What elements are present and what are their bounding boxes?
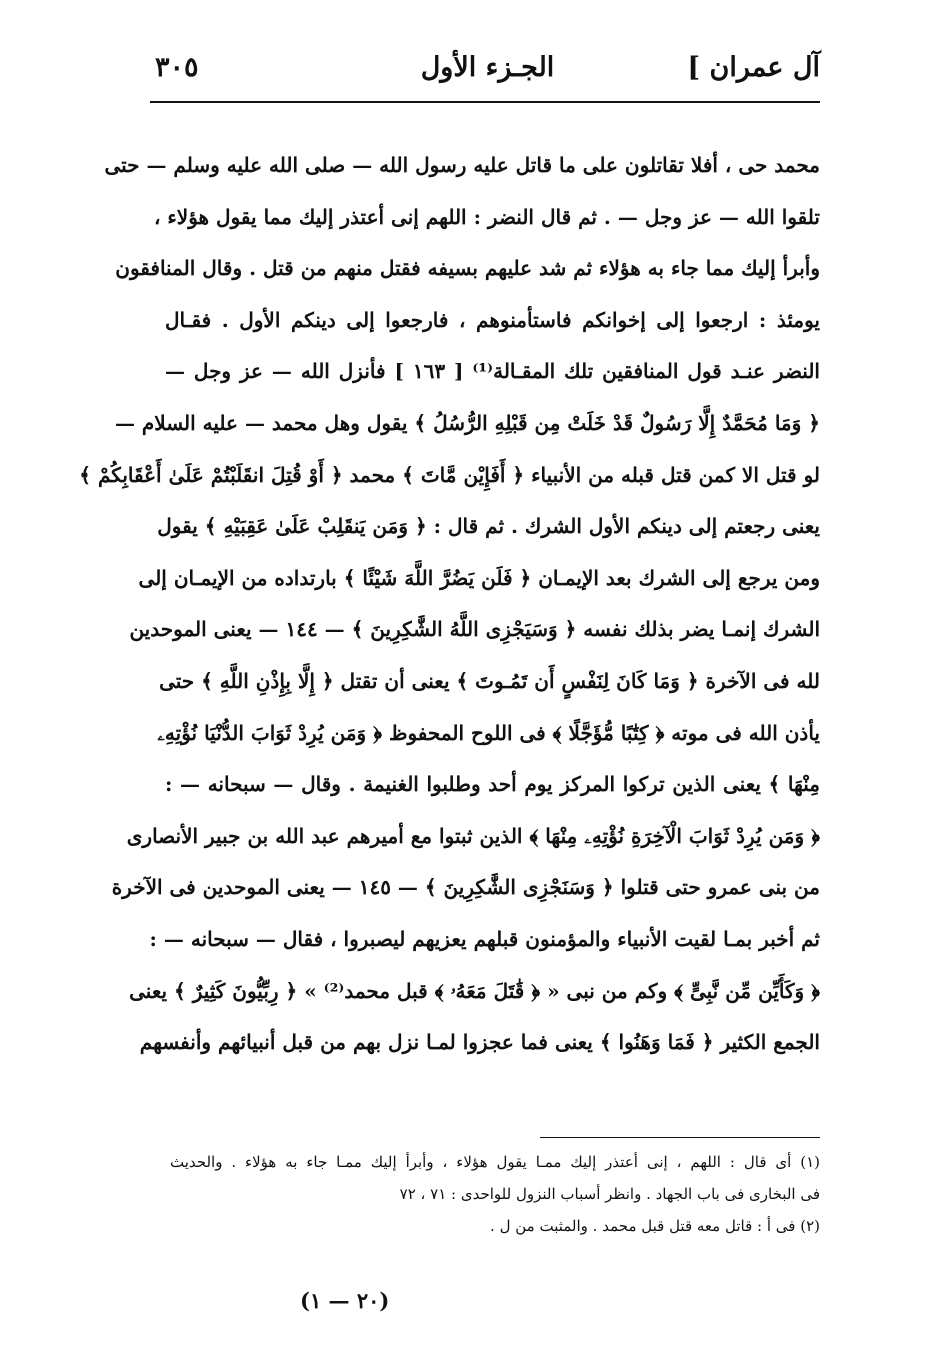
footnote-rule [540, 1137, 820, 1138]
text-line: ﴿ وَمَا مُحَمَّدٌ إِلَّا رَسُولٌ قَدْ خَلَتْ مِن قَبْلِهِ الرُّسُلُ ﴾ يقول وهل محمد — عليه السلام — [114, 410, 820, 435]
text-line: لو قتل الا كمن قتل قبله من الأنبياء ﴿ أَفَإِيْن مَّاتَ ﴾ محمد ﴿ أَوْ قُتِلَ انقَلَبْتُمْ عَلَىٰ أَعْقَابِكُمْ ﴾ [79, 462, 820, 487]
text-line: ﴿ وَمَن يُرِدْ ثَوَابَ الْآخِرَةِ نُؤْتِهِۦ مِنْهَا ﴾ الذين ثبتوا مع أميرهم عبد الله بن جبير الأنصارى [126, 823, 820, 848]
page-number: ٣٠٥ [155, 52, 199, 83]
text-line: ثم أخبر بمـا لقيت الأنبياء والمؤمنون قبلهم يعزيهم ليصبروا ، فقال — سبحانه — : [149, 926, 820, 951]
text-line: يعنى رجعتم إلى دينكم الأول الشرك . ثم قال : ﴿ وَمَن يَنقَلِبْ عَلَىٰ عَقِبَيْهِ ﴾ يقول [157, 514, 820, 539]
page-header [155, 48, 820, 96]
header-rule [150, 101, 820, 103]
part-title: الجـزء الأول [420, 52, 555, 83]
text-line: تلقوا الله — عز وجل — . ثم قال النضر : اللهم إنى أعتذر إليك مما يقول هؤلاء ، [153, 204, 820, 229]
text-line: النضر عنـد قول المنافقين تلك المقـالة⁽¹⁾ [ ١٦٣ ] فأنزل الله — عز وجل — [165, 359, 820, 384]
printer-signature: (٢٠ — ١) [300, 1288, 390, 1313]
text-line: يومئذ : ارجعوا إلى إخوانكم فاستأمنوهم ، فارجعوا إلى دينكم الأول . فقـال [165, 307, 820, 332]
text-line: ومن يرجع إلى الشرك بعد الإيمـان ﴿ فَلَن يَضُرَّ اللَّهَ شَيْئًا ﴾ بارتداده من الإيمـان إلى [138, 565, 820, 590]
footnotes [170, 1146, 820, 1242]
footnote-line: (٢) فى أ : قاتل معه قتل قبل محمد . والمثبت من ل . [490, 1217, 820, 1235]
text-line: من بنى عمرو حتى قتلوا ﴿ وَسَنَجْزِى الشَّٰكِرِينَ ﴾ — ١٤٥ — يعنى الموحدين فى الآخرة [111, 875, 820, 900]
text-line: ﴿ وَكَأَيِّن مِّن نَّبِىٍّ ﴾ وكم من نبى « ﴿ قَٰتَلَ مَعَهُۥ ﴾ قبل محمد⁽²⁾ » ﴿ رِبِّيُّونَ كَثِيرٌ ﴾ يعنى [129, 978, 820, 1003]
sura-title: آل عمران ] [687, 52, 820, 83]
footnote-line: فى البخارى فى باب الجهاد . وانظر أسباب النزول للواحدى : ٧١ ، ٧٢ [399, 1185, 820, 1203]
text-line: وأبرأ إليك مما جاء به هؤلاء ثم شد عليهم بسيفه فقتل منهم من قتل . وقال المنافقون [115, 256, 820, 281]
text-line: لله فى الآخرة ﴿ وَمَا كَانَ لِنَفْسٍ أَن تَمُـوتَ ﴾ يعنى أن تقتل ﴿ إِلَّا بِإِذْنِ اللَّهِ ﴾ حتى [159, 668, 820, 693]
body-text [79, 140, 820, 1069]
text-line: مِنْهَا ﴾ يعنى الذين تركوا المركز يوم أحد وطلبوا الغنيمة . وقال — سبحانه — : [165, 772, 820, 797]
footnote-line: (١) أى قال : اللهم ، إنى أعتذر إليك ممـا يقول هؤلاء ، وأبرأ إليك ممـا جاء به هؤلاء . والحديث [170, 1153, 820, 1171]
text-line: الشرك إنمـا يضر بذلك نفسه ﴿ وَسَيَجْزِى اللَّهُ الشَّٰكِرِينَ ﴾ — ١٤٤ — يعنى الموحدين [129, 617, 820, 642]
text-line: يأذن الله فى موته ﴿ كِتَٰبًا مُّؤَجَّلًا ﴾ فى اللوح المحفوظ ﴿ وَمَن يُرِدْ ثَوَابَ الدُّنْيَا نُؤْتِهِۦ [157, 720, 820, 745]
text-line: الجمع الكثير ﴿ فَمَا وَهَنُوا ﴾ يعنى فما عجزوا لمـا نزل بهم من قبل أنبيائهم وأنفسهم [139, 1030, 820, 1055]
text-line: محمد حى ، أفلا تقاتلون على ما قاتل عليه رسول الله — صلى الله عليه وسلم — حتى [104, 153, 820, 177]
